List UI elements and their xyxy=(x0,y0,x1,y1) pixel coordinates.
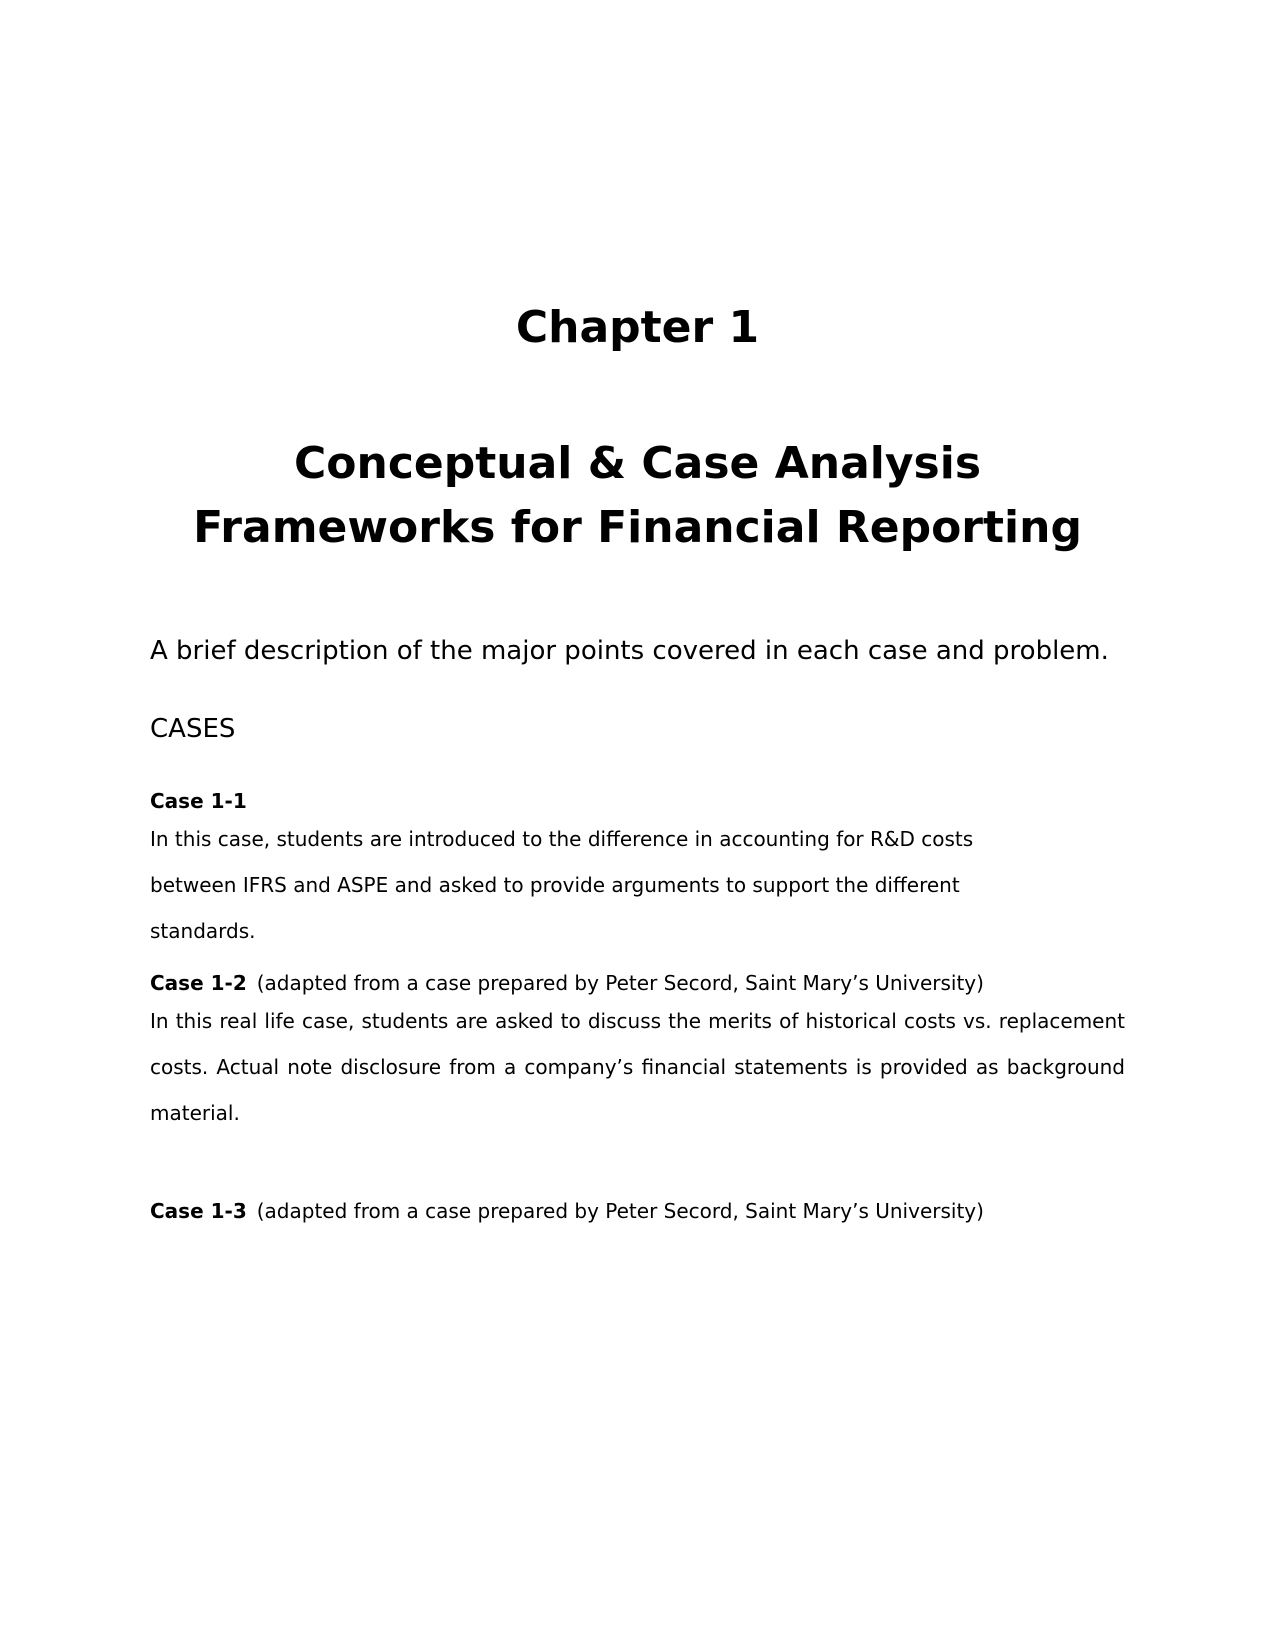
chapter-title: Chapter 1 xyxy=(515,302,760,353)
intro-text: A brief description of the major points covered in each case and problem. xyxy=(150,636,1109,666)
chapter-subtitle-line-2: Frameworks for Financial Reporting xyxy=(193,502,1082,553)
case-number: Case 1-2 xyxy=(150,971,247,995)
case-description: In this real life case, students are asked to discuss the merits of historical costs vs. replacement costs. Actual note disclosure from a company’s financial statements is provided as background material. xyxy=(150,1009,1125,1125)
case-item xyxy=(150,1196,1125,1226)
case-header xyxy=(150,968,1125,998)
case-number: Case 1-3 xyxy=(150,1199,247,1223)
chapter-subtitle xyxy=(0,432,1275,560)
case-item xyxy=(150,786,1125,954)
case-header xyxy=(150,786,1125,816)
chapter-subtitle-line-1: Conceptual & Case Analysis xyxy=(293,438,982,489)
case-item xyxy=(150,968,1125,1136)
case-source: (adapted from a case prepared by Peter Secord, Saint Mary’s University) xyxy=(256,1199,984,1223)
case-header xyxy=(150,1196,1125,1226)
section-heading-cases: CASES xyxy=(150,714,236,744)
case-number: Case 1-1 xyxy=(150,789,247,813)
case-description: In this case, students are introduced to the difference in accounting for R&D costs between IFRS and ASPE and asked to provide arguments to support the different standards. xyxy=(150,827,974,943)
case-source: (adapted from a case prepared by Peter Secord, Saint Mary’s University) xyxy=(256,971,984,995)
